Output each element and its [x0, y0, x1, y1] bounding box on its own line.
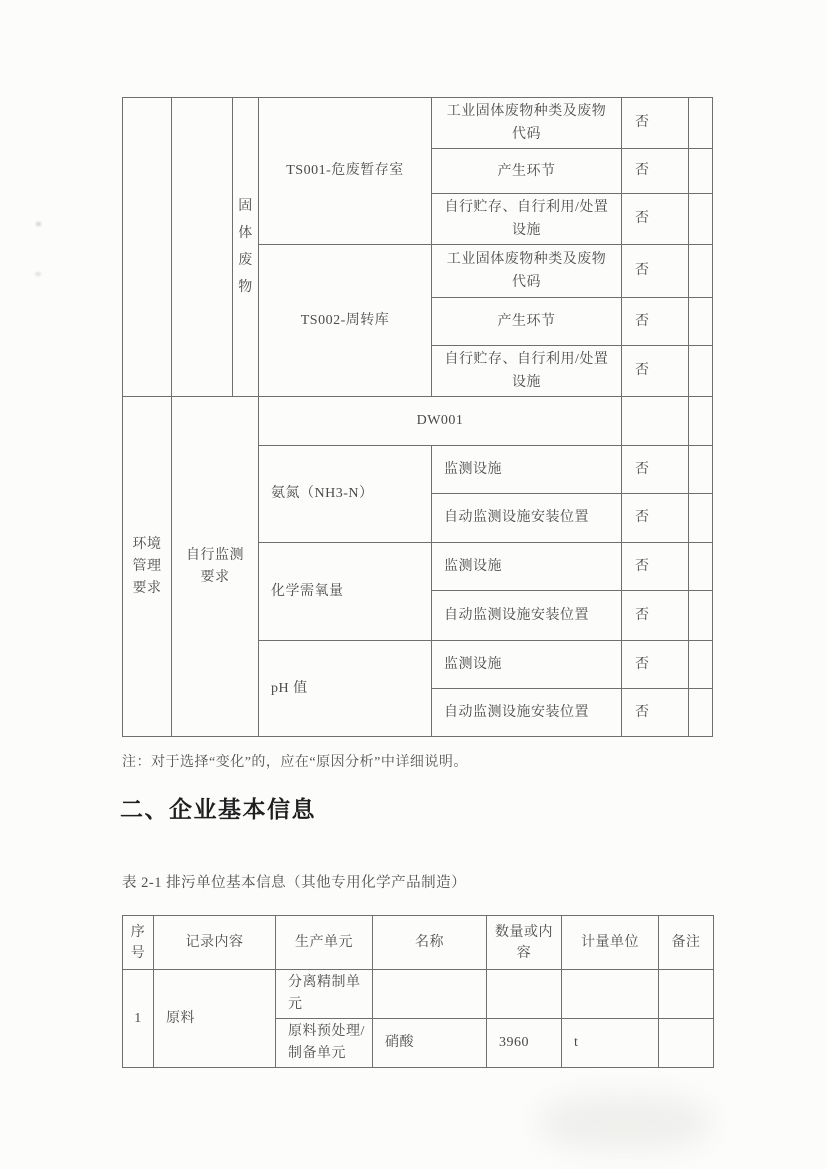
header-seq: 序号 [130, 924, 146, 961]
remark-cell [689, 446, 713, 494]
param-ph-cell: pH 值 [259, 641, 432, 737]
answer-cell: 否 [622, 298, 689, 346]
item-label-cell: 监测设施 [432, 446, 622, 494]
continued-col1-cell [123, 98, 172, 397]
remark-cell [689, 543, 713, 591]
answer-cell: 否 [622, 543, 689, 591]
answer-cell: 否 [622, 346, 689, 397]
scan-speck [35, 272, 41, 276]
facility-ts002-cell: TS002-周转库 [259, 245, 432, 397]
header-quantity-cell [487, 916, 562, 970]
item-label-cell [432, 298, 622, 346]
param-nh3n-cell: 氨氮（NH3-N） [259, 446, 432, 543]
header-unit-cell: 生产单元 [276, 916, 373, 970]
answer-cell: 否 [622, 494, 689, 543]
env-mgmt-row-header-cell [123, 397, 172, 737]
scan-speck [36, 222, 41, 226]
continued-col2-cell [172, 98, 233, 397]
record-cell: 原料 [154, 970, 276, 1068]
answer-cell: 否 [622, 641, 689, 689]
answer-cell: 否 [622, 245, 689, 298]
item-label-cell: 监测设施 [432, 641, 622, 689]
remark-cell [689, 689, 713, 737]
remark-cell [689, 641, 713, 689]
measure-unit-cell [562, 970, 659, 1019]
facility-ts001-cell: TS001-危废暂存室 [259, 98, 432, 245]
item-label: 自行贮存、自行利用/处置设施 [444, 352, 609, 390]
item-label-cell [432, 245, 622, 298]
solid-waste-category-cell [233, 98, 259, 397]
section-heading: 二、企业基本信息 [120, 796, 316, 822]
remark-cell [689, 397, 713, 446]
item-label-cell [432, 346, 622, 397]
remark-cell [689, 245, 713, 298]
dw-code-cell: DW001 [259, 397, 622, 446]
remark-cell [689, 98, 713, 149]
remark-cell [689, 591, 713, 641]
remark-cell [659, 970, 714, 1019]
item-label: 工业固体废物种类及废物代码 [446, 104, 607, 142]
answer-cell: 否 [622, 98, 689, 149]
unit-cell: 分离精制单元 [276, 970, 373, 1019]
remark-cell [689, 149, 713, 194]
item-label-cell [432, 194, 622, 245]
param-cod-cell: 化学需氧量 [259, 543, 432, 641]
seq-cell: 1 [123, 970, 154, 1068]
remark-cell [689, 194, 713, 245]
header-record-cell: 记录内容 [154, 916, 276, 970]
environmental-management-table [122, 97, 713, 737]
remark-cell [689, 298, 713, 346]
answer-cell: 否 [622, 591, 689, 641]
answer-cell: 否 [622, 194, 689, 245]
env-mgmt-row-header: 环境管理要求 [132, 536, 162, 596]
answer-cell [622, 397, 689, 446]
solid-waste-category-label: 固体废物 [238, 199, 253, 295]
table-row [123, 970, 714, 1019]
table-note: 注：对于选择“变化”的，应在“原因分析”中详细说明。 [122, 755, 468, 770]
item-label: 产生环节 [497, 163, 556, 179]
measure-unit-cell: t [562, 1019, 659, 1068]
quantity-cell [487, 970, 562, 1019]
item-label-cell: 自动监测设施安装位置 [432, 591, 622, 641]
scan-smudge [540, 1095, 710, 1150]
unit-cell: 原料预处理/制备单元 [276, 1019, 373, 1068]
item-label-cell: 自动监测设施安装位置 [432, 689, 622, 737]
table-header-row [123, 916, 714, 970]
item-label-cell [432, 98, 622, 149]
remark-cell [689, 346, 713, 397]
basic-info-table [122, 915, 714, 1068]
name-cell: 硝酸 [373, 1019, 487, 1068]
item-label-cell: 监测设施 [432, 543, 622, 591]
header-remark-cell: 备注 [659, 916, 714, 970]
item-label: 工业固体废物种类及废物代码 [446, 252, 607, 290]
self-monitoring-header: 自行监测要求 [186, 547, 244, 585]
quantity-cell: 3960 [487, 1019, 562, 1068]
answer-cell: 否 [622, 689, 689, 737]
item-label: 自行贮存、自行利用/处置设施 [444, 200, 609, 238]
header-quantity: 数量或内容 [495, 924, 553, 961]
answer-cell: 否 [622, 149, 689, 194]
name-cell [373, 970, 487, 1019]
remark-cell [659, 1019, 714, 1068]
header-seq-cell [123, 916, 154, 970]
header-name-cell: 名称 [373, 916, 487, 970]
header-measure-cell: 计量单位 [562, 916, 659, 970]
item-label: 产生环节 [497, 314, 556, 329]
item-label-cell: 自动监测设施安装位置 [432, 494, 622, 543]
self-monitoring-header-cell [172, 397, 259, 737]
remark-cell [689, 494, 713, 543]
item-label-cell [432, 149, 622, 194]
answer-cell: 否 [622, 446, 689, 494]
table2-caption: 表 2-1 排污单位基本信息（其他专用化学产品制造） [122, 875, 467, 891]
